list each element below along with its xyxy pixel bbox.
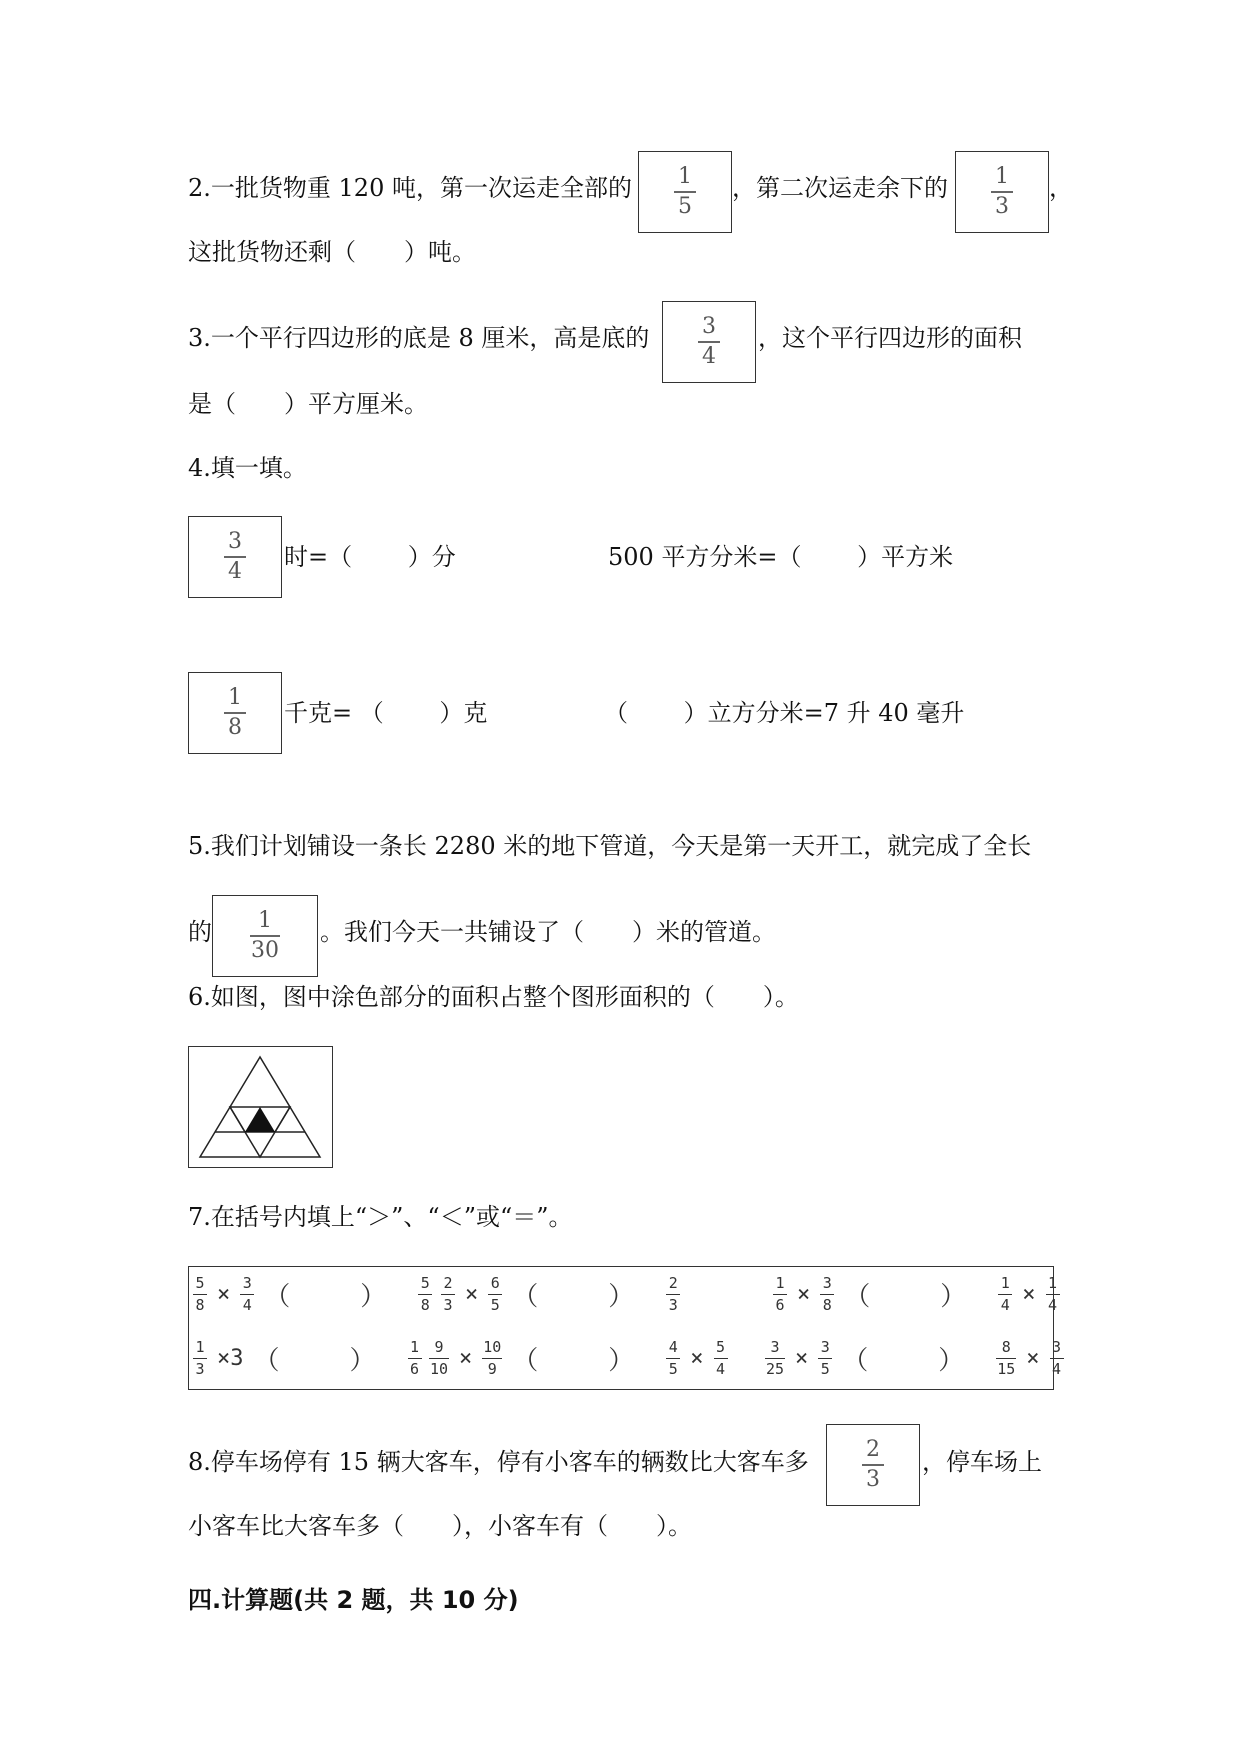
q4-frac1-den: 4: [228, 558, 242, 584]
q7-r1i2-op: ×: [465, 1282, 479, 1307]
q4-row2-left: 千克= （ ）克: [284, 699, 488, 727]
q2-fraction-2: [955, 151, 1049, 233]
q4-row1-right: 500 平方分米=（ ）平方米: [608, 543, 954, 571]
q7-text: 7.在括号内填上“＞”、“＜”或“＝”。: [188, 1203, 573, 1231]
q7-r2i1-op: ×3: [217, 1346, 244, 1371]
q7-r2i2-d: 5 4: [714, 1339, 728, 1378]
q2-line2: 这批货物还剩（ ）吨。: [188, 238, 476, 266]
q7-r1-item2: [441, 1275, 680, 1314]
section4-heading: 四.计算题(共 2 题，共 10 分): [188, 1586, 519, 1614]
q2-frac1-num: 1: [678, 164, 692, 190]
q7-r1i3-paren[interactable]: （ ）: [844, 1282, 989, 1312]
q7-r2i2-b: 10 9: [483, 1338, 502, 1378]
q5-line1: 5.我们计划铺设一条长 2280 米的地下管道，今天是第一天开工，就完成了全长: [188, 832, 1032, 860]
q5-line2-part1: 的: [188, 918, 212, 946]
q7-r1i1-op: ×: [217, 1282, 231, 1307]
q8-line1-part1: 8.停车场停有 15 辆大客车，停有小客车的辆数比大客车多: [188, 1448, 809, 1476]
q5-frac-num: 1: [258, 908, 272, 934]
q7-r2i1-c: 1 6: [408, 1339, 422, 1378]
q7-compare-table: [188, 1266, 1062, 1390]
q7-r1i2-a: 2 3: [441, 1275, 455, 1314]
q7-r2i3-op: ×: [795, 1346, 809, 1371]
q8-frac-den: 3: [866, 1466, 880, 1492]
q7-r2i1-paren[interactable]: （ ）: [253, 1346, 398, 1376]
q7-r2i3-c: 8 15: [997, 1338, 1016, 1378]
q2-line1-part3: ，: [1049, 174, 1073, 202]
q5-line2-part2: 。我们今天一共铺设了（ ）米的管道。: [320, 918, 776, 946]
q7-r1i2-paren[interactable]: （ ）: [512, 1282, 657, 1312]
q4-title: 4.填一填。: [188, 454, 307, 482]
q7-r1i3-a: 1 6: [773, 1275, 787, 1314]
q7-r1i3-b: 3 8: [820, 1275, 834, 1314]
q4-frac1-num: 3: [228, 529, 242, 555]
q2-fraction-1: [638, 151, 732, 233]
q4-fraction-2: [188, 672, 282, 754]
q4-row2-right: （ ）立方分米=7 升 40 毫升: [604, 699, 965, 727]
q7-r1i3-c: 1 4: [998, 1275, 1012, 1314]
q7-r2i2-op2: ×: [690, 1346, 704, 1371]
q7-r1i3-op2: ×: [1022, 1282, 1036, 1307]
q7-r1i3-d: 1 4: [1046, 1275, 1060, 1314]
q2-frac2-num: 1: [995, 164, 1009, 190]
q7-r1-item3: [773, 1275, 1060, 1314]
q7-r2i2-a: 9 10: [429, 1338, 449, 1378]
q7-r1i1-paren[interactable]: （ ）: [264, 1282, 409, 1312]
q7-r2i3-d: 3 4: [1050, 1339, 1064, 1378]
q8-line1-part2: ，停车场上: [922, 1448, 1042, 1476]
q8-fraction: [826, 1424, 920, 1506]
q3-frac-num: 3: [702, 314, 716, 340]
q8-frac-num: 2: [866, 1437, 880, 1463]
q8-line2: 小客车比大客车多（ ），小客车有（ ）。: [188, 1512, 692, 1540]
q3-frac-den: 4: [702, 343, 716, 369]
q4-frac2-num: 1: [228, 685, 242, 711]
q5-fraction: [212, 895, 318, 977]
q7-r2-item3: [765, 1339, 1064, 1378]
q4-frac2-den: 8: [228, 714, 242, 740]
q3-fraction: [662, 301, 756, 383]
q7-r2i3-paren[interactable]: （ ）: [842, 1346, 987, 1376]
q2-frac1-den: 5: [678, 193, 692, 219]
triangle-figure-svg: [189, 1047, 331, 1166]
q7-r2i1-a: 1 3: [193, 1339, 207, 1378]
q3-line1-part2: ，这个平行四边形的面积: [758, 324, 1022, 352]
q4-fraction-1: [188, 516, 282, 598]
q2-line1-part2: ，第二次运走余下的: [732, 174, 948, 202]
q7-r2i3-op2: ×: [1026, 1346, 1040, 1371]
q3-line2: 是（ ）平方厘米。: [188, 390, 428, 418]
q7-r1i3-op: ×: [797, 1282, 811, 1307]
q3-line1-part1: 3.一个平行四边形的底是 8 厘米，高是底的: [188, 324, 650, 352]
q6-triangle-figure: [188, 1046, 333, 1168]
q5-frac-den: 30: [251, 937, 279, 963]
q7-r2i2-op: ×: [459, 1346, 473, 1371]
q6-text: 6.如图，图中涂色部分的面积占整个图形面积的（ ）。: [188, 983, 799, 1011]
q7-r1i1-b: 3 4: [240, 1275, 254, 1314]
q7-r2-item1: [193, 1339, 422, 1378]
q7-r2-item2: [429, 1339, 728, 1378]
q7-r1-item1: [193, 1275, 432, 1314]
q2-line1-part1: 2.一批货物重 120 吨，第一次运走全部的: [188, 174, 632, 202]
q7-r2i2-c: 4 5: [666, 1339, 680, 1378]
q2-frac2-den: 3: [995, 193, 1009, 219]
q4-row1-left: 时=（ ）分: [284, 543, 456, 571]
q7-r1i2-c: 2 3: [666, 1275, 680, 1314]
q7-r2i3-b: 3 5: [818, 1339, 832, 1378]
q7-r1i1-c: 5 8: [418, 1275, 432, 1314]
q7-r1i1-a: 5 8: [193, 1275, 207, 1314]
q7-r2i2-paren[interactable]: （ ）: [512, 1346, 657, 1376]
q7-r2i3-a: 3 25: [765, 1338, 785, 1378]
q7-r1i2-b: 6 5: [488, 1275, 502, 1314]
